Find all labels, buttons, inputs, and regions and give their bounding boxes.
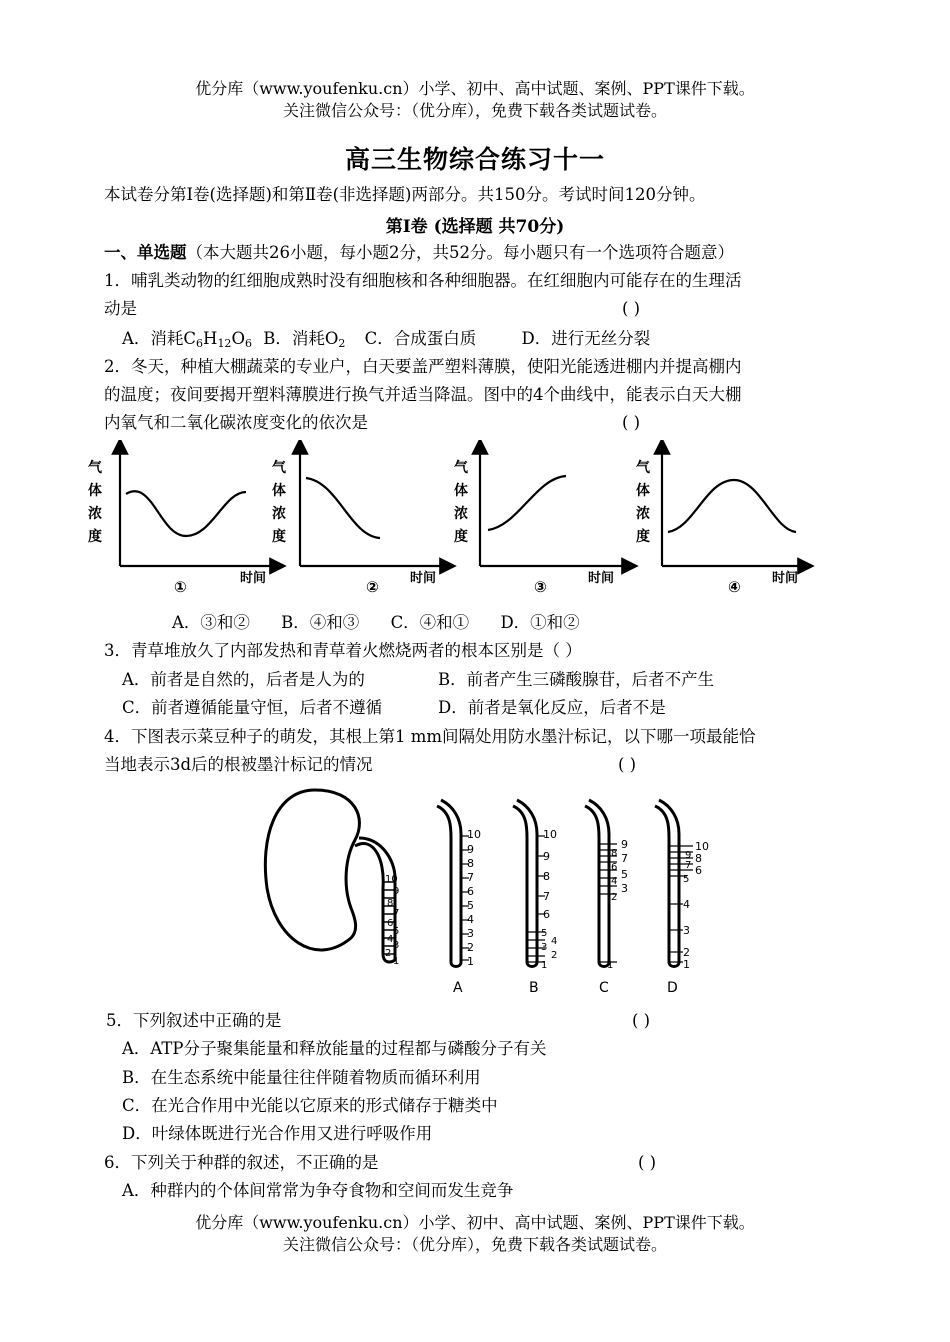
svg-text:9: 9 <box>685 850 692 861</box>
graph-3 <box>454 446 630 596</box>
q2-option-c: C．④和① <box>390 613 470 632</box>
svg-text:5: 5 <box>683 874 690 885</box>
q5-answer-paren: ( ) <box>632 1011 651 1030</box>
svg-text:6: 6 <box>611 862 618 873</box>
svg-text:7: 7 <box>621 852 628 865</box>
svg-text:气: 气 <box>88 460 102 476</box>
root-b <box>513 800 557 996</box>
q2-line1: 2．冬天，种植大棚蔬菜的专业户，白天要盖严塑料薄膜，使阳光能透进棚内并提高棚内 <box>104 357 742 376</box>
svg-text:时间: 时间 <box>588 571 615 586</box>
section1-heading <box>104 240 734 266</box>
svg-text:5: 5 <box>467 899 474 912</box>
q5-option-b: B．在生态系统中能量往往伴随着物质而循环利用 <box>122 1068 481 1087</box>
root-d <box>655 800 709 996</box>
svg-text:7: 7 <box>685 860 692 871</box>
q2-line3: 内氧气和二氧化碳浓度变化的依次是 <box>104 413 368 432</box>
graph-4-curve <box>668 480 796 532</box>
q2-options <box>172 610 580 636</box>
q2-answer-paren: ( ) <box>622 413 641 432</box>
svg-text:6: 6 <box>695 864 702 877</box>
svg-text:1: 1 <box>683 958 690 971</box>
svg-text:8: 8 <box>387 898 394 909</box>
header-line-2: 关注微信公众号：（优分库），免费下载各类试题试卷。 <box>282 101 667 120</box>
graph-2 <box>272 446 448 596</box>
q1-option-d: D．进行无丝分裂 <box>521 329 651 348</box>
seed-body <box>265 790 359 950</box>
q4-seed-figure <box>255 778 725 1000</box>
svg-text:体: 体 <box>636 483 650 499</box>
q2-option-b: B．④和③ <box>281 613 360 632</box>
svg-text:②: ② <box>366 578 379 596</box>
q6-stem: 6．下列关于种群的叙述，不正确的是 <box>104 1153 379 1172</box>
svg-text:2: 2 <box>683 946 690 959</box>
q1-option-a: A．消耗$C_6H_{12}O_6$ <box>122 329 252 350</box>
svg-text:3: 3 <box>683 924 690 937</box>
graph-1 <box>88 446 278 596</box>
svg-text:6: 6 <box>467 885 474 898</box>
footer-line-1: 优分库（www.youfenku.cn）小学、初中、高中试题、案例、PPT课件下载。 <box>195 1213 755 1232</box>
part1-title: 第Ⅰ卷 (选择题 共70分) <box>385 217 565 237</box>
svg-text:3: 3 <box>541 942 548 953</box>
svg-text:1: 1 <box>393 956 400 967</box>
q1-answer-paren: ( ) <box>622 299 641 318</box>
q4-answer-paren: ( ) <box>618 755 637 774</box>
svg-text:5: 5 <box>541 928 548 939</box>
q3-option-d: D．前者是氧化反应，后者不是 <box>438 698 666 717</box>
q4-line2: 当地表示3d后的根被墨汁标记的情况 <box>104 755 373 774</box>
section1-label: 一、单选题 <box>104 243 187 262</box>
svg-text:7: 7 <box>393 908 400 919</box>
root-c-label: C <box>599 980 609 996</box>
q2-line2: 的温度；夜间要揭开塑料薄膜进行换气并适当降温。图中的4个曲线中，能表示白天大棚 <box>104 385 742 404</box>
svg-text:4: 4 <box>467 913 474 926</box>
svg-text:④: ④ <box>728 578 741 596</box>
svg-text:时间: 时间 <box>772 571 799 586</box>
svg-text:10: 10 <box>695 840 709 853</box>
svg-text:浓: 浓 <box>272 506 286 522</box>
svg-text:9: 9 <box>393 886 400 897</box>
root-d-label: D <box>667 980 678 996</box>
q2-graphs-figure <box>88 440 828 602</box>
svg-text:2: 2 <box>385 948 392 959</box>
graph-4 <box>636 446 806 596</box>
svg-text:8: 8 <box>467 857 474 870</box>
seed-marks <box>383 874 399 967</box>
svg-text:度: 度 <box>454 529 468 545</box>
svg-text:体: 体 <box>454 483 468 499</box>
svg-text:度: 度 <box>88 529 102 545</box>
graph-3-curve <box>488 476 566 530</box>
q3-option-b: B．前者产生三磷酸腺苷，后者不产生 <box>438 670 715 689</box>
svg-text:7: 7 <box>543 890 550 903</box>
svg-text:9: 9 <box>543 850 550 863</box>
q1-option-b: B．消耗$O_2$ <box>263 329 346 350</box>
svg-text:2: 2 <box>467 941 474 954</box>
svg-text:1: 1 <box>541 960 548 971</box>
q5-option-d: D．叶绿体既进行光合作用又进行呼吸作用 <box>122 1124 433 1143</box>
root-c <box>585 800 628 996</box>
svg-text:5: 5 <box>393 926 400 937</box>
svg-text:5: 5 <box>621 868 628 881</box>
svg-text:体: 体 <box>272 483 286 499</box>
svg-text:气: 气 <box>636 460 650 476</box>
q2-option-d: D．①和② <box>500 613 580 632</box>
root-a <box>437 800 481 996</box>
svg-text:3: 3 <box>467 927 474 940</box>
svg-text:8: 8 <box>695 852 702 865</box>
q3-stem: 3．青草堆放久了内部发热和青草着火燃烧两者的根本区别是（ ） <box>104 641 582 660</box>
svg-text:1: 1 <box>607 960 614 971</box>
svg-text:8: 8 <box>611 848 618 859</box>
svg-text:7: 7 <box>467 871 474 884</box>
svg-text:气: 气 <box>272 460 286 476</box>
svg-text:度: 度 <box>636 529 650 545</box>
svg-text:10: 10 <box>543 828 557 841</box>
svg-text:时间: 时间 <box>410 571 437 586</box>
svg-text:1: 1 <box>467 955 474 968</box>
root-b-label: B <box>529 980 539 996</box>
root-a-label: A <box>453 980 463 996</box>
svg-text:③: ③ <box>534 578 547 596</box>
svg-text:2: 2 <box>611 892 618 903</box>
q3-option-a: A．前者是自然的，后者是人为的 <box>122 670 365 689</box>
svg-text:9: 9 <box>621 838 628 851</box>
intro-text: 本试卷分第Ⅰ卷(选择题)和第Ⅱ卷(非选择题)两部分。共150分。考试时间120分钟。 <box>104 185 706 204</box>
footer-line-2: 关注微信公众号：（优分库），免费下载各类试题试卷。 <box>282 1235 667 1254</box>
svg-text:10: 10 <box>385 874 398 885</box>
svg-text:气: 气 <box>454 460 468 476</box>
svg-text:6: 6 <box>387 918 394 929</box>
svg-text:浓: 浓 <box>636 506 650 522</box>
q5-option-c: C．在光合作用中光能以它原来的形式储存于糖类中 <box>122 1096 498 1115</box>
q2-option-a: A．③和② <box>172 613 250 632</box>
q3-option-c: C．前者遵循能量守恒，后者不遵循 <box>122 698 383 717</box>
svg-text:3: 3 <box>621 882 628 895</box>
q1-options <box>122 326 650 357</box>
q1-line1: 1．哺乳类动物的红细胞成熟时没有细胞核和各种细胞器。在红细胞内可能存在的生理活 <box>104 271 742 290</box>
q1-line2: 动是 <box>104 299 137 318</box>
svg-text:体: 体 <box>88 483 102 499</box>
svg-text:4: 4 <box>387 934 394 945</box>
svg-text:10: 10 <box>467 828 481 841</box>
q1-option-c: C．合成蛋白质 <box>364 329 477 348</box>
header-line-1: 优分库（www.youfenku.cn）小学、初中、高中试题、案例、PPT课件下载。 <box>195 79 755 98</box>
svg-text:4: 4 <box>551 936 558 947</box>
svg-text:8: 8 <box>543 870 550 883</box>
svg-text:度: 度 <box>272 529 286 545</box>
q5-stem: 5．下列叙述中正确的是 <box>106 1011 282 1030</box>
svg-text:9: 9 <box>467 843 474 856</box>
q5-option-a: A．ATP分子聚集能量和释放能量的过程都与磷酸分子有关 <box>122 1039 547 1058</box>
svg-text:2: 2 <box>551 950 558 961</box>
q4-line1: 4．下图表示菜豆种子的萌发，其根上第1 mm间隔处用防水墨汁标记，以下哪一项最能恰 <box>104 727 756 746</box>
svg-text:3: 3 <box>393 940 400 951</box>
section1-desc: （本大题共26小题，每小题2分，共52分。每小题只有一个选项符合题意） <box>186 243 734 262</box>
graph-2-curve <box>306 478 380 538</box>
svg-text:6: 6 <box>543 908 550 921</box>
svg-text:浓: 浓 <box>88 506 102 522</box>
graph-1-curve <box>126 491 246 536</box>
svg-text:4: 4 <box>611 876 618 887</box>
q6-option-a: A．种群内的个体间常常为争夺食物和空间而发生竞争 <box>122 1181 514 1200</box>
q6-answer-paren: ( ) <box>638 1153 657 1172</box>
page-title: 高三生物综合练习十一 <box>344 145 605 174</box>
svg-text:4: 4 <box>683 898 690 911</box>
svg-text:浓: 浓 <box>454 506 468 522</box>
svg-text:①: ① <box>174 578 187 596</box>
svg-text:时间: 时间 <box>240 571 267 586</box>
